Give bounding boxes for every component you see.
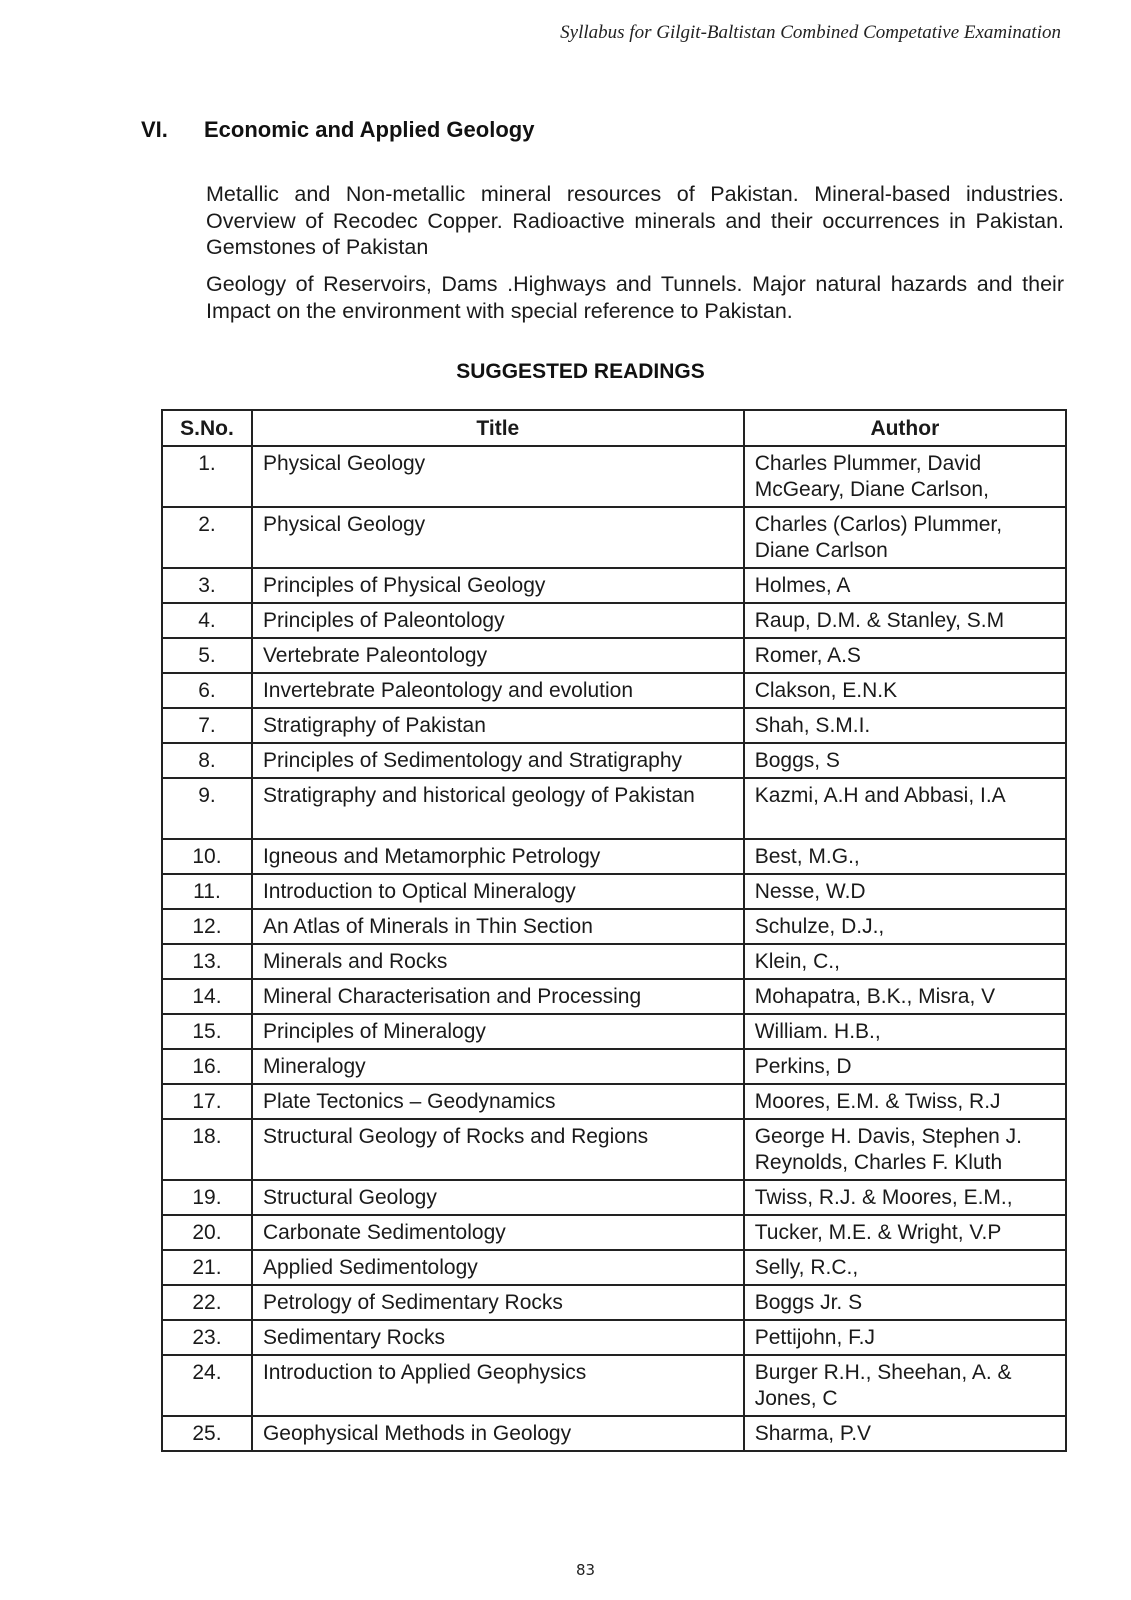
row-title: Stratigraphy of Pakistan [252,708,744,743]
row-author: Sharma, P.V [744,1416,1066,1451]
column-header-author: Author [744,410,1066,446]
section-title: Economic and Applied Geology [204,117,535,142]
table-row [162,1250,1066,1285]
row-sno: 21. [162,1250,252,1285]
row-title: Vertebrate Paleontology [252,638,744,673]
row-sno: 3. [162,568,252,603]
row-sno: 25. [162,1416,252,1451]
table-row [162,446,1066,507]
row-author: Charles (Carlos) Plummer, Diane Carlson [744,507,1066,568]
row-title: Structural Geology of Rocks and Regions [252,1119,744,1180]
readings-table [161,409,1067,1452]
table-row [162,1355,1066,1416]
row-author: Schulze, D.J., [744,909,1066,944]
row-author: Boggs, S [744,743,1066,778]
row-title: Principles of Paleontology [252,603,744,638]
row-author: Klein, C., [744,944,1066,979]
suggested-readings-heading: SUGGESTED READINGS [456,360,705,383]
table-row [162,1285,1066,1320]
running-header: Syllabus for Gilgit-Baltistan Combined Competative Examination [560,22,1061,43]
readings-table-body [162,446,1066,1451]
table-row [162,1416,1066,1451]
row-author: William. H.B., [744,1014,1066,1049]
row-sno: 10. [162,839,252,874]
row-author: Best, M.G., [744,839,1066,874]
section-number: VI. [141,117,168,142]
row-title: Introduction to Optical Mineralogy [252,874,744,909]
row-title: Mineral Characterisation and Processing [252,979,744,1014]
section-paragraph: Metallic and Non-metallic mineral resources of Pakistan. Mineral-based industries. Overview of Recodec Copper. Radioactive minerals and their occurrences in Pakistan. Gemstones of Pakistan [206,182,1064,259]
row-title: Principles of Physical Geology [252,568,744,603]
row-sno: 15. [162,1014,252,1049]
row-author: Clakson, E.N.K [744,673,1066,708]
row-author: Selly, R.C., [744,1250,1066,1285]
table-row [162,909,1066,944]
table-row [162,568,1066,603]
table-row [162,874,1066,909]
row-sno: 9. [162,778,252,839]
row-author: Holmes, A [744,568,1066,603]
row-sno: 24. [162,1355,252,1416]
row-sno: 5. [162,638,252,673]
row-author: Boggs Jr. S [744,1285,1066,1320]
row-sno: 2. [162,507,252,568]
row-sno: 1. [162,446,252,507]
row-sno: 14. [162,979,252,1014]
row-author: Nesse, W.D [744,874,1066,909]
row-sno: 18. [162,1119,252,1180]
row-title: Invertebrate Paleontology and evolution [252,673,744,708]
row-title: Igneous and Metamorphic Petrology [252,839,744,874]
row-author: Burger R.H., Sheehan, A. & Jones, C [744,1355,1066,1416]
table-row [162,1320,1066,1355]
row-author: Moores, E.M. & Twiss, R.J [744,1084,1066,1119]
row-title: Petrology of Sedimentary Rocks [252,1285,744,1320]
row-title: Stratigraphy and historical geology of Pakistan [252,778,744,839]
row-title: Principles of Mineralogy [252,1014,744,1049]
row-author: Romer, A.S [744,638,1066,673]
row-author: George H. Davis, Stephen J. Reynolds, Charles F. Kluth [744,1119,1066,1180]
row-sno: 12. [162,909,252,944]
row-sno: 20. [162,1215,252,1250]
table-row [162,603,1066,638]
column-header-title: Title [252,410,744,446]
table-row [162,1215,1066,1250]
row-sno: 6. [162,673,252,708]
row-author: Pettijohn, F.J [744,1320,1066,1355]
row-sno: 23. [162,1320,252,1355]
row-title: Minerals and Rocks [252,944,744,979]
row-title: Introduction to Applied Geophysics [252,1355,744,1416]
table-row [162,979,1066,1014]
row-title: Applied Sedimentology [252,1250,744,1285]
row-sno: 17. [162,1084,252,1119]
row-title: An Atlas of Minerals in Thin Section [252,909,744,944]
row-title: Mineralogy [252,1049,744,1084]
row-author: Twiss, R.J. & Moores, E.M., [744,1180,1066,1215]
row-title: Carbonate Sedimentology [252,1215,744,1250]
row-author: Shah, S.M.I. [744,708,1066,743]
row-sno: 8. [162,743,252,778]
table-row [162,1049,1066,1084]
row-title: Plate Tectonics – Geodynamics [252,1084,744,1119]
section-heading [141,117,534,143]
row-sno: 19. [162,1180,252,1215]
row-author: Kazmi, A.H and Abbasi, I.A [744,778,1066,839]
row-author: Charles Plummer, David McGeary, Diane Carlson, [744,446,1066,507]
row-title: Physical Geology [252,507,744,568]
table-row [162,1084,1066,1119]
table-row [162,778,1066,839]
table-row [162,673,1066,708]
table-row [162,944,1066,979]
column-header-sno: S.No. [162,410,252,446]
row-sno: 7. [162,708,252,743]
page-number: 83 [575,1561,596,1579]
row-title: Physical Geology [252,446,744,507]
table-row [162,638,1066,673]
row-sno: 13. [162,944,252,979]
row-sno: 22. [162,1285,252,1320]
row-title: Principles of Sedimentology and Stratigraphy [252,743,744,778]
row-sno: 4. [162,603,252,638]
row-title: Sedimentary Rocks [252,1320,744,1355]
row-title: Structural Geology [252,1180,744,1215]
table-row [162,1119,1066,1180]
row-author: Mohapatra, B.K., Misra, V [744,979,1066,1014]
row-title: Geophysical Methods in Geology [252,1416,744,1451]
table-row [162,743,1066,778]
row-sno: 11. [162,874,252,909]
row-sno: 16. [162,1049,252,1084]
table-header-row [162,410,1066,446]
table-row [162,708,1066,743]
section-paragraph: Geology of Reservoirs, Dams .Highways and Tunnels. Major natural hazards and their Impact on the environment with special reference to Pakistan. [206,272,1064,323]
table-row [162,507,1066,568]
row-author: Perkins, D [744,1049,1066,1084]
table-row [162,1014,1066,1049]
row-author: Raup, D.M. & Stanley, S.M [744,603,1066,638]
table-row [162,839,1066,874]
row-author: Tucker, M.E. & Wright, V.P [744,1215,1066,1250]
table-row [162,1180,1066,1215]
